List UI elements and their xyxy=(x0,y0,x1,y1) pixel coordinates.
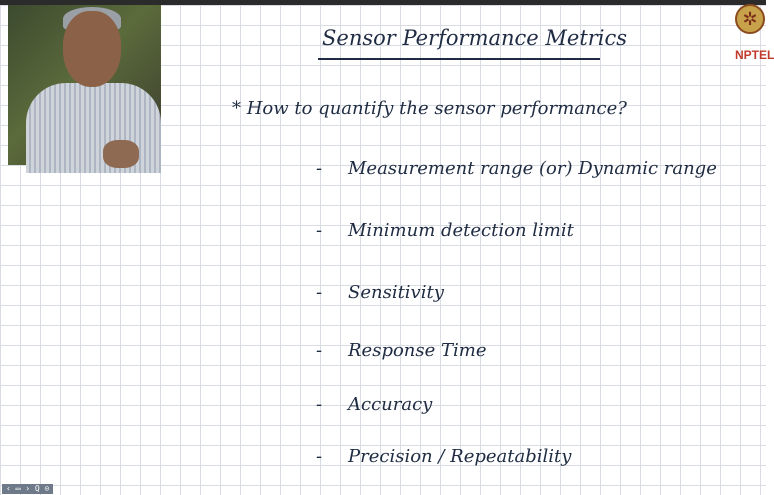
instructor-video xyxy=(8,5,161,165)
viewer-controls[interactable]: ‹ ▭ › Q ⊙ xyxy=(2,484,53,494)
instructor-shirt xyxy=(26,83,161,173)
bullet-dash: - xyxy=(316,394,323,415)
slide-question: * How to quantify the sensor performance? xyxy=(232,98,627,119)
slide-title: Sensor Performance Metrics xyxy=(322,26,628,50)
instructor-head xyxy=(63,11,121,87)
metric-label: Response Time xyxy=(348,340,487,361)
metric-label: Precision / Repeatability xyxy=(348,446,572,467)
metric-label: Minimum detection limit xyxy=(348,220,574,241)
title-underline xyxy=(318,58,600,60)
nptel-logo xyxy=(735,4,774,68)
bullet-dash: - xyxy=(316,446,323,467)
bullet-dash: - xyxy=(316,158,323,179)
metric-label: Accuracy xyxy=(348,394,433,415)
metric-label: Measurement range (or) Dynamic range xyxy=(348,158,717,179)
nptel-logo-text: NPTEL xyxy=(735,48,774,62)
bullet-dash: - xyxy=(316,282,323,303)
metric-list xyxy=(316,160,756,480)
instructor-hand xyxy=(103,140,139,168)
bullet-dash: - xyxy=(316,340,323,361)
nptel-seal-icon: ✲ xyxy=(735,4,765,34)
metric-label: Sensitivity xyxy=(348,282,444,303)
bullet-dash: - xyxy=(316,220,323,241)
